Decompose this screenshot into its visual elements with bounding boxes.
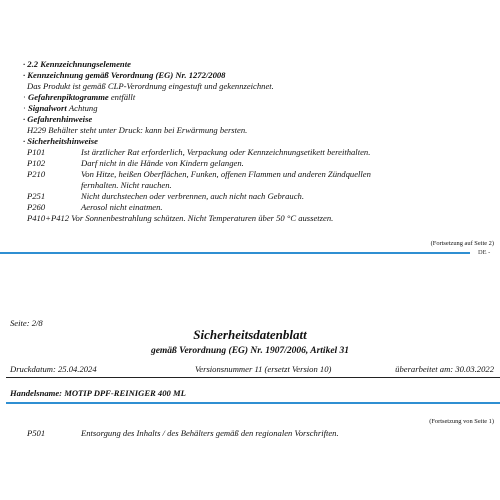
page-number: Seite: 2/8 [10, 318, 43, 328]
signal-value: Achtung [68, 103, 98, 113]
statement-row [27, 428, 339, 439]
section-title: · 2.2 Kennzeichnungselemente [23, 59, 131, 69]
statement-code: P210 [27, 169, 46, 179]
page-divider-line [0, 252, 470, 254]
statement-row [27, 180, 172, 191]
statement-text: Aerosol nicht einatmen. [81, 202, 163, 212]
statement-text: Darf nicht in die Hände von Kindern gelangen. [81, 158, 244, 168]
print-date: Druckdatum: 25.04.2024 [10, 364, 97, 374]
document-subtitle: gemäß Verordnung (EG) Nr. 1907/2006, Artikel 31 [150, 346, 350, 356]
statement-row [27, 169, 371, 180]
pictograms-value: entfällt [110, 92, 136, 102]
revised-date: überarbeitet am: 30.03.2022 [395, 364, 494, 374]
statement-row [27, 191, 304, 202]
trade-name-rule [6, 402, 500, 404]
statement-row [27, 158, 244, 169]
pictograms-label: Gefahrenpiktogramme [28, 92, 109, 102]
pictograms-line: · Gefahrenpiktogramme entfällt [23, 92, 136, 102]
document-title: Sicherheitsdatenblatt [193, 327, 307, 342]
continued-from-note: (Fortsetzung von Seite 1) [429, 418, 494, 425]
statement-code: P260 [27, 202, 46, 212]
label-heading: · Kennzeichnung gemäß Verordnung (EG) Nr. 1272/2008 [23, 70, 226, 80]
statement-code: P501 [27, 428, 46, 438]
label-text: Das Produkt ist gemäß CLP-Verordnung eingestuft und gekennzeichnet. [27, 81, 274, 91]
statement-text: Vor Sonnenbestrahlung schützen. Nicht Temperaturen über 50 °C aussetzen. [71, 213, 334, 223]
statement-row [27, 213, 333, 224]
trade-name: Handelsname: MOTIP DPF-REINIGER 400 ML [10, 388, 186, 398]
statement-code: P251 [27, 191, 46, 201]
statement-row [27, 147, 370, 158]
hazard-h229: H229 Behälter steht unter Druck: kann bei Erwärmung bersten. [27, 125, 248, 135]
continued-note: (Fortsetzung auf Seite 2) [430, 240, 494, 247]
statement-text: Von Hitze, heißen Oberflächen, Funken, offenen Flammen und anderen Zündquellen [81, 169, 371, 179]
statement-code: P102 [27, 158, 46, 168]
statement-text: Ist ärztlicher Rat erforderlich, Verpackung oder Kennzeichnungsetikett bereithalten. [81, 147, 371, 157]
header-rule [6, 377, 500, 378]
statement-code: P410+P412 [27, 213, 70, 223]
statement-text: Entsorgung des Inhalts / des Behälters gemäß den regionalen Vorschriften. [81, 428, 339, 438]
statement-code: P101 [27, 147, 46, 157]
statement-text: Nicht durchstechen oder verbrennen, auch nicht nach Gebrauch. [81, 191, 304, 201]
safety-heading: · Sicherheitshinweise [23, 136, 98, 146]
signal-label: Signalwort [28, 103, 67, 113]
statement-text: fernhalten. Nicht rauchen. [81, 180, 172, 190]
hazard-heading: · Gefahrenhinweise [23, 114, 93, 124]
version-number: Versionsnummer 11 (ersetzt Version 10) [195, 364, 332, 374]
statement-row [27, 202, 163, 213]
signal-line: · Signalwort Achtung [23, 103, 98, 113]
language-tag: DE - [478, 249, 491, 256]
